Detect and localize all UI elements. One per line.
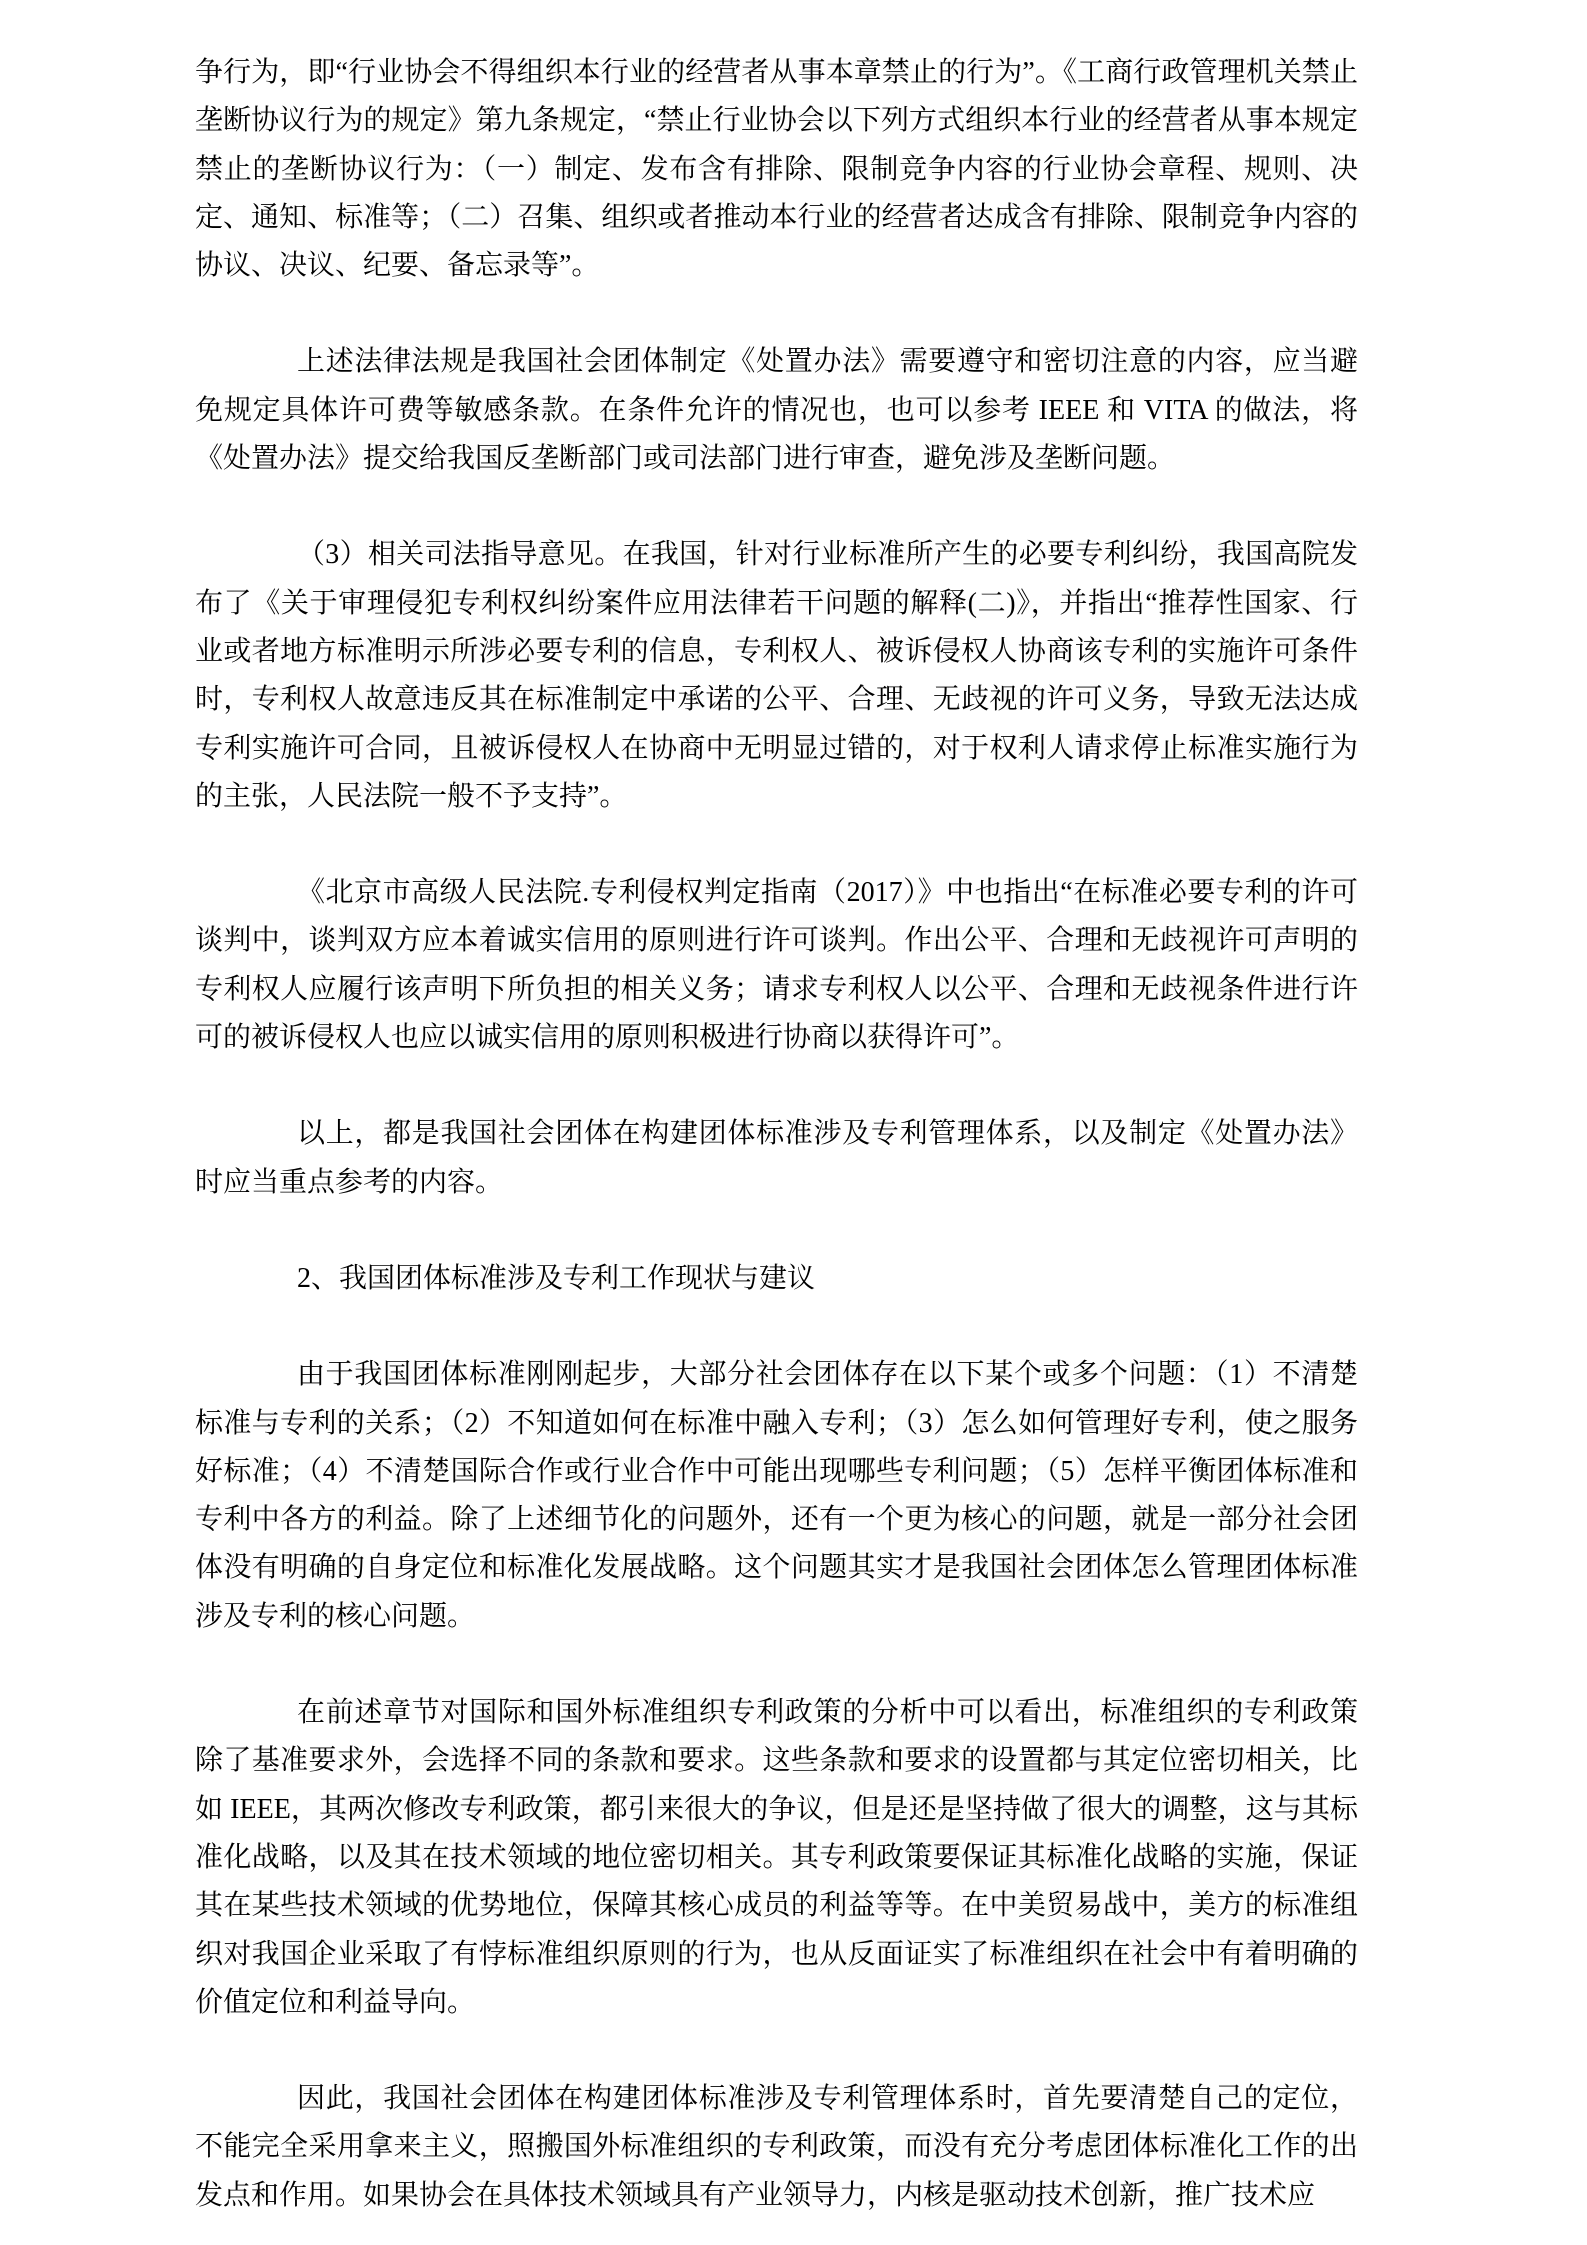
- document-page: [195, 0, 1358, 2220]
- paragraph-judicial-guidance: （3）相关司法指导意见。在我国，针对行业标准所产生的必要专利纠纷，我国高院发布了《关于审理侵犯专利权纠纷案件应用法律若干问题的解释(二)》，并指出“推荐性国家、行业或者地方标准明示所涉必要专利的信息，专利权人、被诉侵权人协商该专利的实施许可条件时，专利权人故意违反其在标准制定中承诺的公平、合理、无歧视的许可义务，导致无法达成专利实施许可合同，且被诉侵权人在协商中无明显过错的，对于权利人请求停止标准实施行为的主张，人民法院一般不予支持”。: [195, 539, 1358, 812]
- paragraph-laws-note: 上述法律法规是我国社会团体制定《处置办法》需要遵守和密切注意的内容，应当避免规定具体许可费等敏感条款。在条件允许的情况也，也可以参考 IEEE 和 VITA 的做法，将《处置办法》提交给我国反垄断部门或司法部门进行审查，避免涉及垄断问题。: [195, 346, 1358, 475]
- paragraph-conclusion-truncated: 因此，我国社会团体在构建团体标准涉及专利管理体系时，首先要清楚自己的定位，不能完全采用拿来主义，照搬国外标准组织的专利政策，而没有充分考虑团体标准化工作的出发点和作用。如果协会在具体技术领域具有产业领导力，内核是驱动技术创新，推广技术应: [195, 2083, 1358, 2211]
- paragraph-policy-analysis: 在前述章节对国际和国外标准组织专利政策的分析中可以看出，标准组织的专利政策除了基准要求外，会选择不同的条款和要求。这些条款和要求的设置都与其定位密切相关，比如 IEEE，其两次修改专利政策，都引来很大的争议，但是还是坚持做了很大的调整，这与其标准化战略，以及其在技术领域的地位密切相关。其专利政策要保证其标准化战略的实施，保证其在某些技术领域的优势地位，保障其核心成员的利益等等。在中美贸易战中，美方的标准组织对我国企业采取了有悖标准组织原则的行为，也从反面证实了标准组织在社会中有着明确的价值定位和利益导向。: [195, 1697, 1358, 2018]
- paragraph-summary: 以上，都是我国社会团体在构建团体标准涉及专利管理体系，以及制定《处置办法》时应当重点参考的内容。: [195, 1118, 1358, 1198]
- paragraph-problems-list: 由于我国团体标准刚刚起步，大部分社会团体存在以下某个或多个问题：（1）不清楚标准与专利的关系；（2）不知道如何在标准中融入专利；（3）怎么如何管理好专利，使之服务好标准；（4）不清楚国际合作或行业合作中可能出现哪些专利问题；（5）怎样平衡团体标准和专利中各方的利益。除了上述细节化的问题外，还有一个更为核心的问题，就是一部分社会团体没有明确的自身定位和标准化发展战略。这个问题其实才是我国社会团体怎么管理团体标准涉及专利的核心问题。: [195, 1359, 1358, 1632]
- paragraph-beijing-court-guide: 《北京市高级人民法院.专利侵权判定指南（2017）》中也指出“在标准必要专利的许可谈判中，谈判双方应本着诚实信用的原则进行许可谈判。作出公平、合理和无歧视许可声明的专利权人应履行该声明下所负担的相关义务；请求专利权人以公平、合理和无歧视条件进行许可的被诉侵权人也应以诚实信用的原则积极进行协商以获得许可”。: [195, 877, 1358, 1054]
- paragraph-continuation: 争行为，即“行业协会不得组织本行业的经营者从事本章禁止的行为”。《工商行政管理机关禁止垄断协议行为的规定》第九条规定，“禁止行业协会以下列方式组织本行业的经营者从事本规定禁止的垄断协议行为：（一）制定、发布含有排除、限制竞争内容的行业协会章程、规则、决定、通知、标准等；（二）召集、组织或者推动本行业的经营者达成含有排除、限制竞争内容的协议、决议、纪要、备忘录等”。: [195, 57, 1358, 282]
- section-heading-2: 2、我国团体标准涉及专利工作现状与建议: [297, 1262, 816, 1294]
